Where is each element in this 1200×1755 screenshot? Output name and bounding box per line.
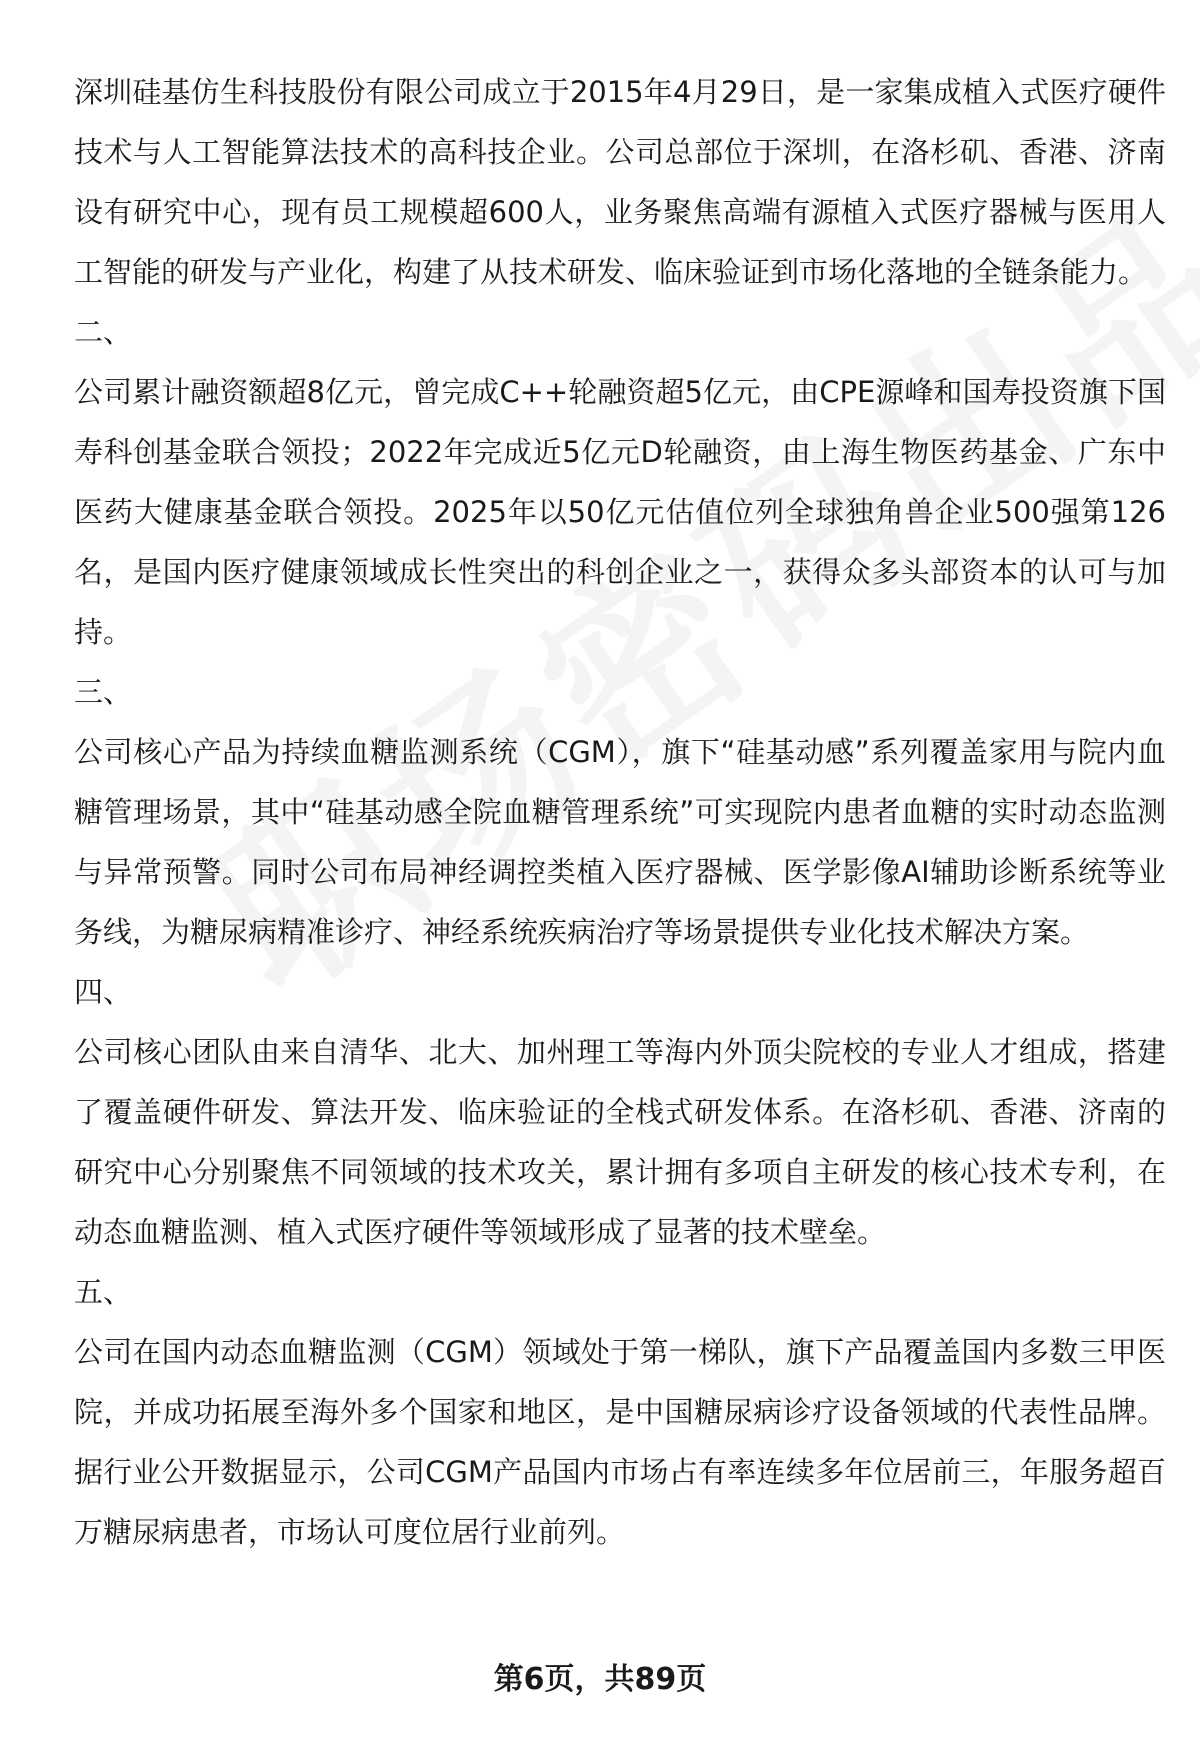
paragraph-5: 公司在国内动态血糖监测（CGM）领域处于第一梯队，旗下产品覆盖国内多数三甲医院，并成功拓展至海外多个国家和地区，是中国糖尿病诊疗设备领域的代表性品牌。据行业公开数据显示，公司CGM产品国内市场占有率连续多年位居前三，年服务超百万糖尿病患者，市场认可度位居行业前列。 <box>74 1335 1166 1549</box>
paragraph-4: 公司核心团队由来自清华、北大、加州理工等海内外顶尖院校的专业人才组成，搭建了覆盖硬件研发、算法开发、临床验证的全栈式研发体系。在洛杉矶、香港、济南的研究中心分别聚焦不同领域的技术攻关，累计拥有多项自主研发的核心技术专利，在动态血糖监测、植入式医疗硬件等领域形成了显著的技术壁垒。 <box>74 1035 1166 1249</box>
section-heading-3: 三、 <box>74 675 133 709</box>
section-heading-5: 五、 <box>74 1275 133 1309</box>
paragraph-1: 深圳硅基仿生科技股份有限公司成立于2015年4月29日，是一家集成植入式医疗硬件技术与人工智能算法技术的高科技企业。公司总部位于深圳，在洛杉矶、香港、济南设有研究中心，现有员工规模超600人，业务聚焦高端有源植入式医疗器械与医用人工智能的研发与产业化，构建了从技术研发、临床验证到市场化落地的全链条能力。 <box>74 75 1166 289</box>
section-heading-4: 四、 <box>74 975 133 1009</box>
paragraph-2: 公司累计融资额超8亿元，曾完成C++轮融资超5亿元，由CPE源峰和国寿投资旗下国寿科创基金联合领投；2022年完成近5亿元D轮融资，由上海生物医药基金、广东中医药大健康基金联合领投。2025年以50亿元估值位列全球独角兽企业500强第126名，是国内医疗健康领域成长性突出的科创企业之一，获得众多头部资本的认可与加持。 <box>74 375 1166 649</box>
paragraph-3: 公司核心产品为持续血糖监测系统（CGM），旗下“硅基动感”系列覆盖家用与院内血糖管理场景，其中“硅基动感全院血糖管理系统”可实现院内患者血糖的实时动态监测与异常预警。同时公司布局神经调控类植入医疗器械、医学影像AI辅助诊断系统等业务线，为糖尿病精准诊疗、神经系统疾病治疗等场景提供专业化技术解决方案。 <box>74 735 1166 949</box>
document-body <box>74 62 1166 1562</box>
page-number-footer: 第6页，共89页 <box>493 1662 707 1697</box>
section-heading-2: 二、 <box>74 315 133 349</box>
